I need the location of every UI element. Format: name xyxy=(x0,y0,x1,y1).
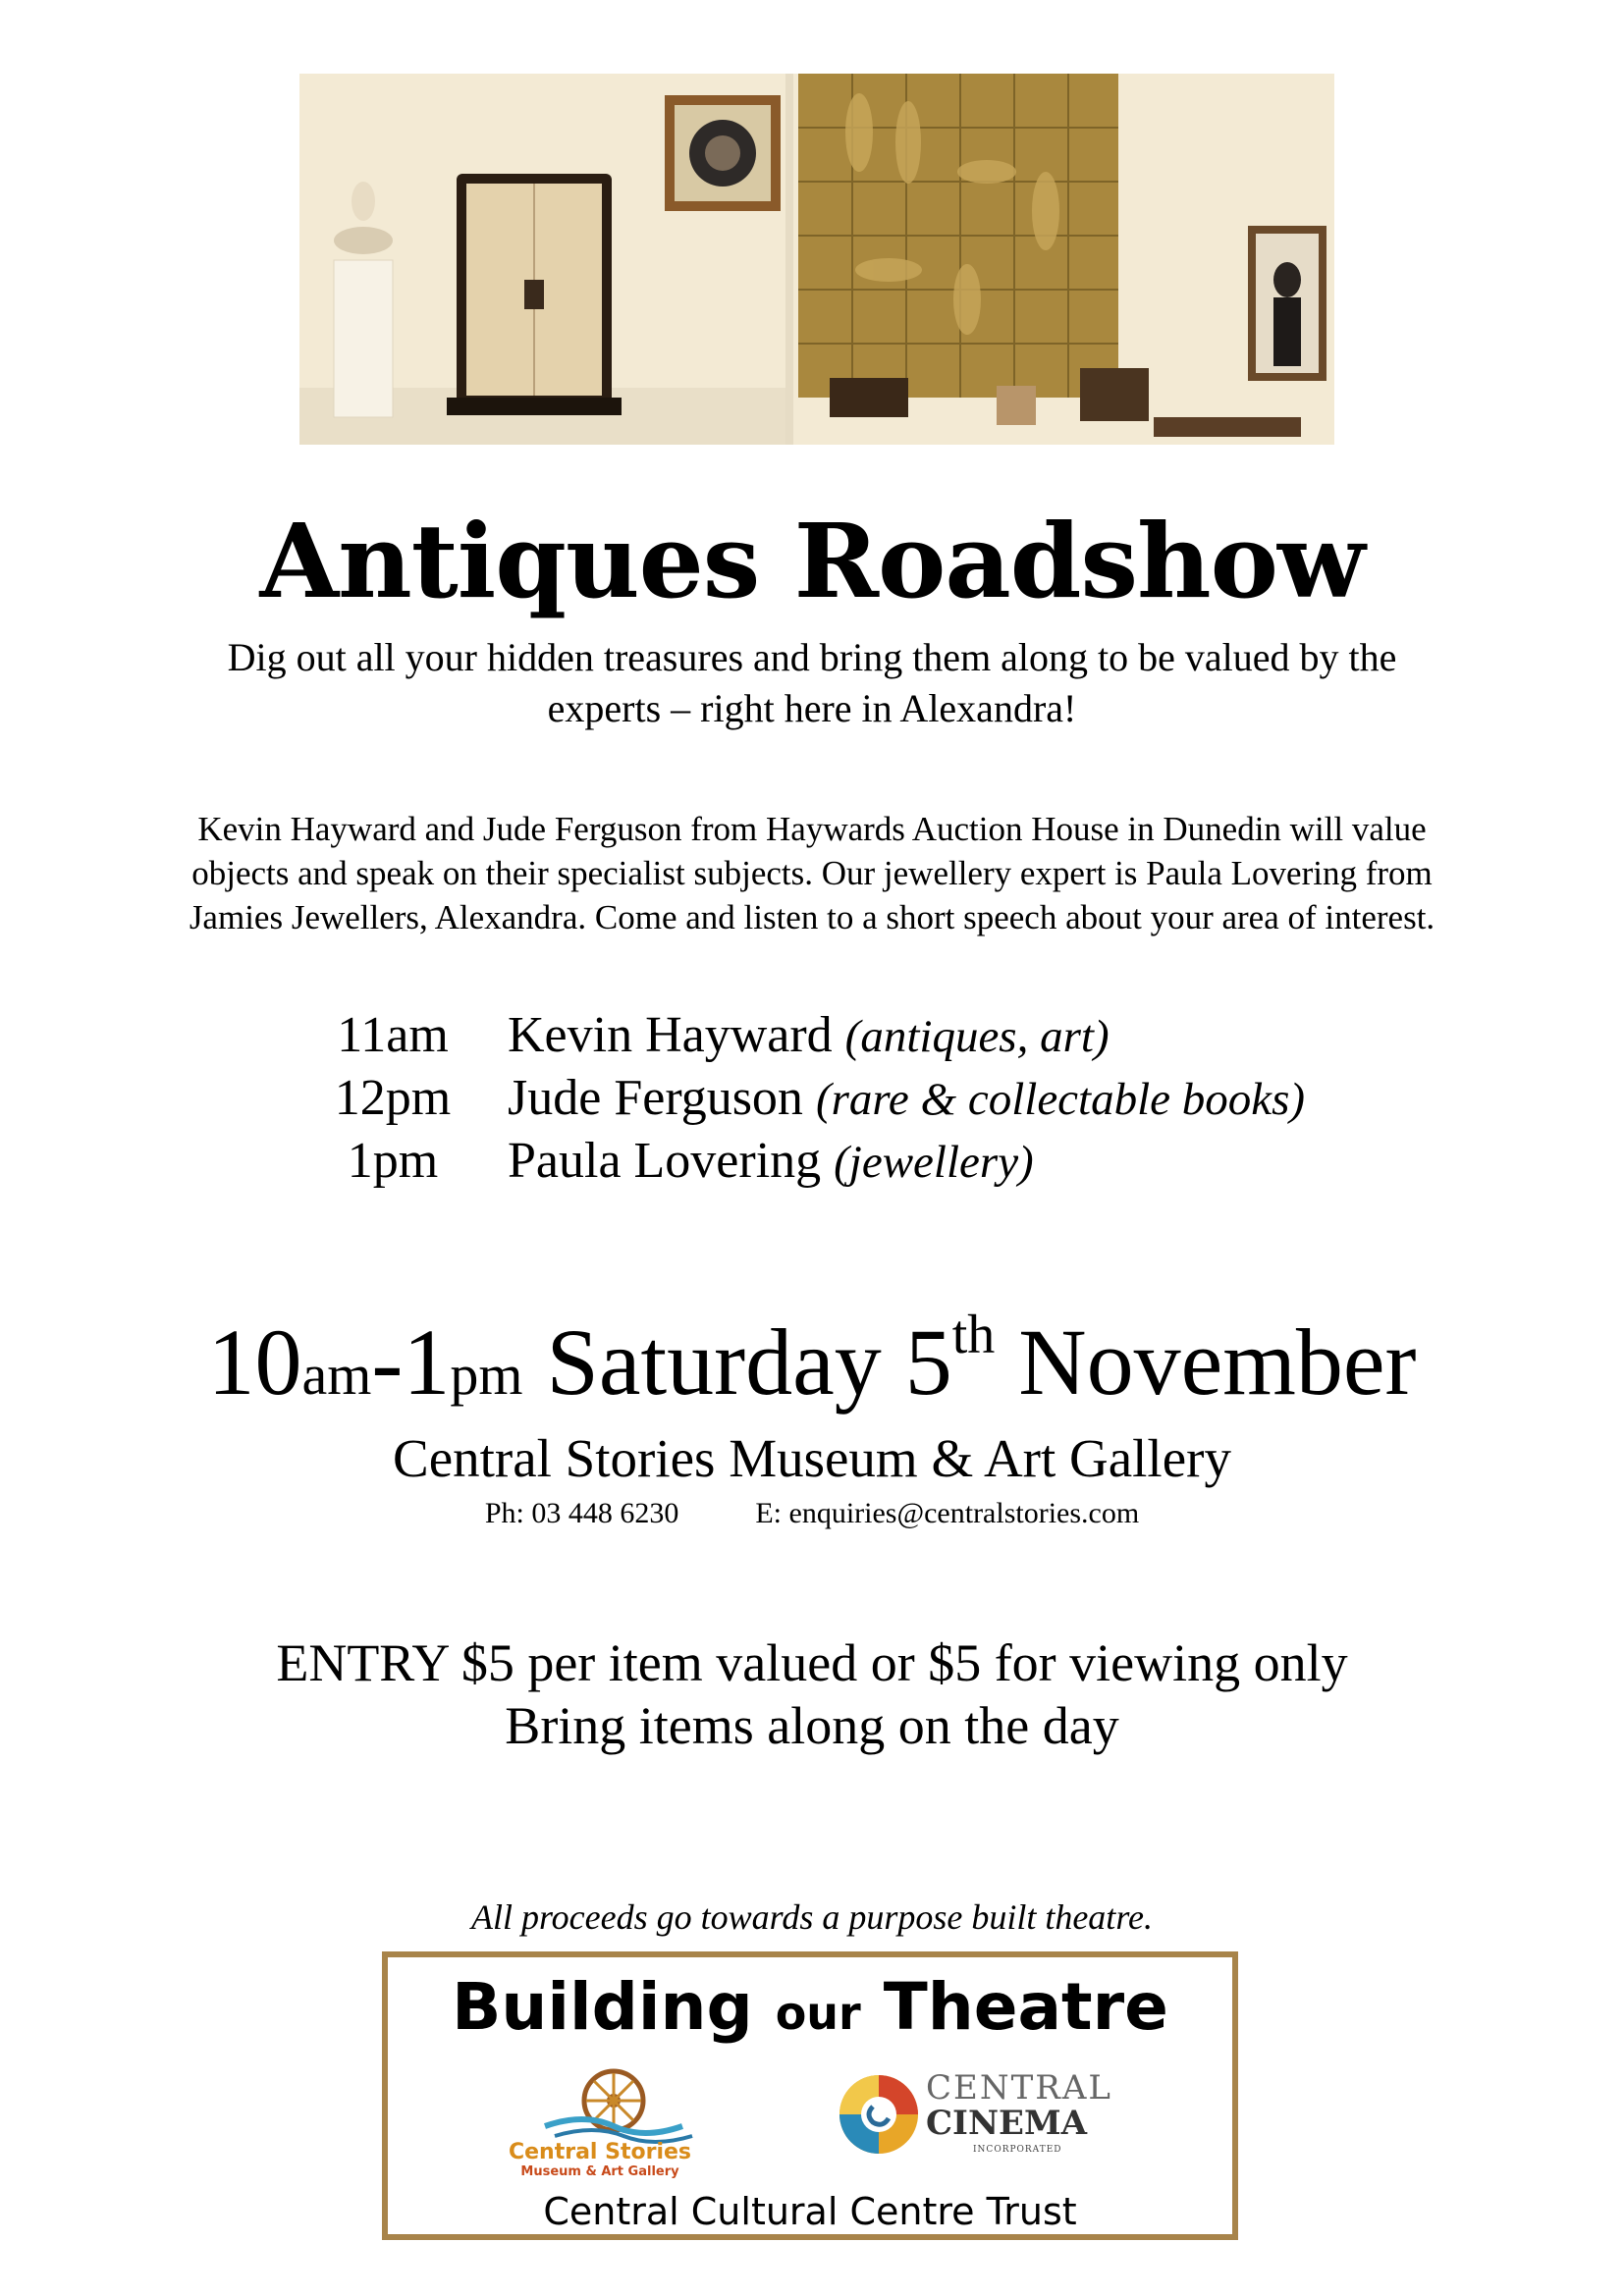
schedule-time: 1pm xyxy=(347,1133,439,1189)
body-line-2: objects and speak on their specialist subjects. Our jewellery expert is Paula Lovering from xyxy=(191,854,1433,892)
contact-line xyxy=(0,1499,1624,1528)
schedule-topic: (jewellery) xyxy=(834,1137,1034,1188)
schedule-speaker: Jude Ferguson xyxy=(508,1070,803,1126)
schedule-topic: (antiques, art) xyxy=(844,1011,1110,1062)
banner-title-theatre: Theatre xyxy=(883,1969,1168,2045)
body-line-1: Kevin Hayward and Jude Ferguson from Haywards Auction House in Dunedin will value xyxy=(197,810,1427,848)
intro-line-2: experts – right here in Alexandra! xyxy=(547,686,1077,730)
schedule-speaker: Paula Lovering xyxy=(508,1133,822,1189)
start-num: 10 xyxy=(207,1309,302,1415)
schedule-row xyxy=(295,1067,1305,1130)
schedule-speaker: Kevin Hayward xyxy=(508,1007,833,1063)
banner-title-our: our xyxy=(775,1987,861,2040)
building-theatre-banner xyxy=(382,1951,1238,2240)
end-num: 1 xyxy=(403,1309,451,1415)
body-line-3: Jamies Jewellers, Alexandra. Come and listen to a short speech about your area of interest. xyxy=(189,898,1435,936)
central-stories-subtitle: Museum & Art Gallery xyxy=(520,2164,679,2179)
entry-line-1: ENTRY $5 per item valued or $5 for viewing only xyxy=(276,1633,1348,1692)
entry-line-2: Bring items along on the day xyxy=(505,1696,1119,1755)
central-cinema-line-3: INCORPORATED xyxy=(973,2145,1062,2155)
end-unit: pm xyxy=(450,1343,523,1407)
venue-name: Central Stories Museum & Art Gallery xyxy=(393,1428,1231,1488)
schedule-row xyxy=(295,1130,1034,1193)
intro-line-1: Dig out all your hidden treasures and bring them along to be valued by the xyxy=(227,635,1397,679)
event-day: Saturday 5 xyxy=(546,1309,952,1415)
central-cinema-line-2: CINEMA xyxy=(926,2104,1087,2143)
contact-email: E: enquiries@centralstories.com xyxy=(755,1497,1140,1529)
central-cinema-logo-icon xyxy=(832,2065,926,2163)
contact-phone: Ph: 03 448 6230 xyxy=(484,1497,679,1529)
central-stories-name: Central Stories xyxy=(508,2140,692,2164)
schedule-topic: (rare & collectable books) xyxy=(815,1074,1306,1125)
day-suffix: th xyxy=(951,1305,996,1365)
banner-title xyxy=(388,1969,1232,2045)
start-unit: am xyxy=(301,1343,372,1407)
banner-title-building: Building xyxy=(452,1969,753,2045)
schedule-row xyxy=(295,1004,1110,1067)
hero-gallery-photo xyxy=(299,74,1334,445)
schedule-time: 11am xyxy=(337,1007,449,1063)
proceeds-note: All proceeds go towards a purpose built theatre. xyxy=(471,1897,1153,1937)
time-dash: - xyxy=(371,1309,404,1415)
event-title: Antiques Roadshow xyxy=(259,501,1365,621)
central-cinema-line-1: CENTRAL xyxy=(926,2068,1112,2108)
banner-footer: Central Cultural Centre Trust xyxy=(543,2190,1077,2233)
event-datetime xyxy=(0,1305,1624,1415)
schedule-time: 12pm xyxy=(334,1070,452,1126)
event-month: November xyxy=(1018,1309,1417,1415)
